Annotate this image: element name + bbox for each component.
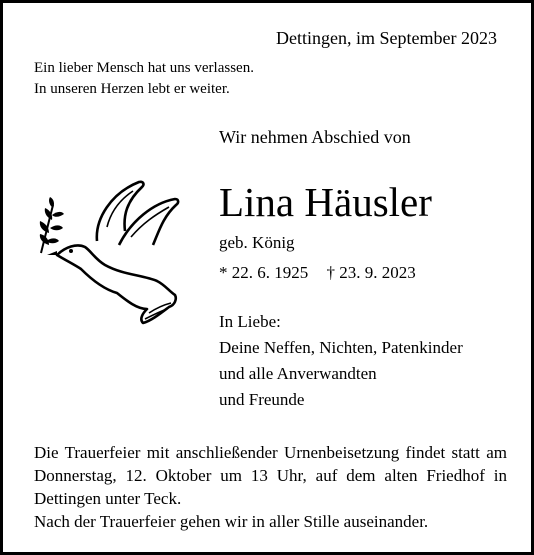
death-date: † 23. 9. 2023 — [326, 263, 416, 282]
mourners-line: Deine Neffen, Nichten, Patenkinder — [219, 338, 463, 357]
mourners-line: und Freunde — [219, 390, 305, 409]
mourners-line: und alle Anverwandten — [219, 364, 377, 383]
motto-line-2: In unseren Herzen lebt er weiter. — [34, 81, 230, 97]
farewell-intro: Wir nehmen Abschied von — [219, 127, 411, 147]
funeral-closing: Nach der Trauerfeier gehen wir in aller Stille auseinander. — [34, 512, 429, 531]
mourners-heading: In Liebe: — [219, 312, 281, 331]
mourners-block — [219, 309, 463, 413]
birth-date: * 22. 6. 1925 — [219, 263, 309, 282]
place-and-date: Dettingen, im September 2023 — [276, 28, 497, 48]
birth-name: geb. König — [219, 233, 295, 252]
dove-with-olive-branch-icon — [35, 175, 185, 330]
funeral-details: Die Trauerfeier mit anschließender Urnenbeisetzung findet statt am Donnerstag, 12. Oktober um 13 Uhr, auf dem alten Friedhof in Dettingen unter Teck. — [34, 443, 507, 508]
funeral-notice — [34, 441, 507, 533]
life-dates — [219, 263, 416, 283]
motto — [34, 58, 254, 100]
motto-line-1: Ein lieber Mensch hat uns verlassen. — [34, 60, 254, 76]
deceased-name: Lina Häusler — [219, 179, 432, 225]
